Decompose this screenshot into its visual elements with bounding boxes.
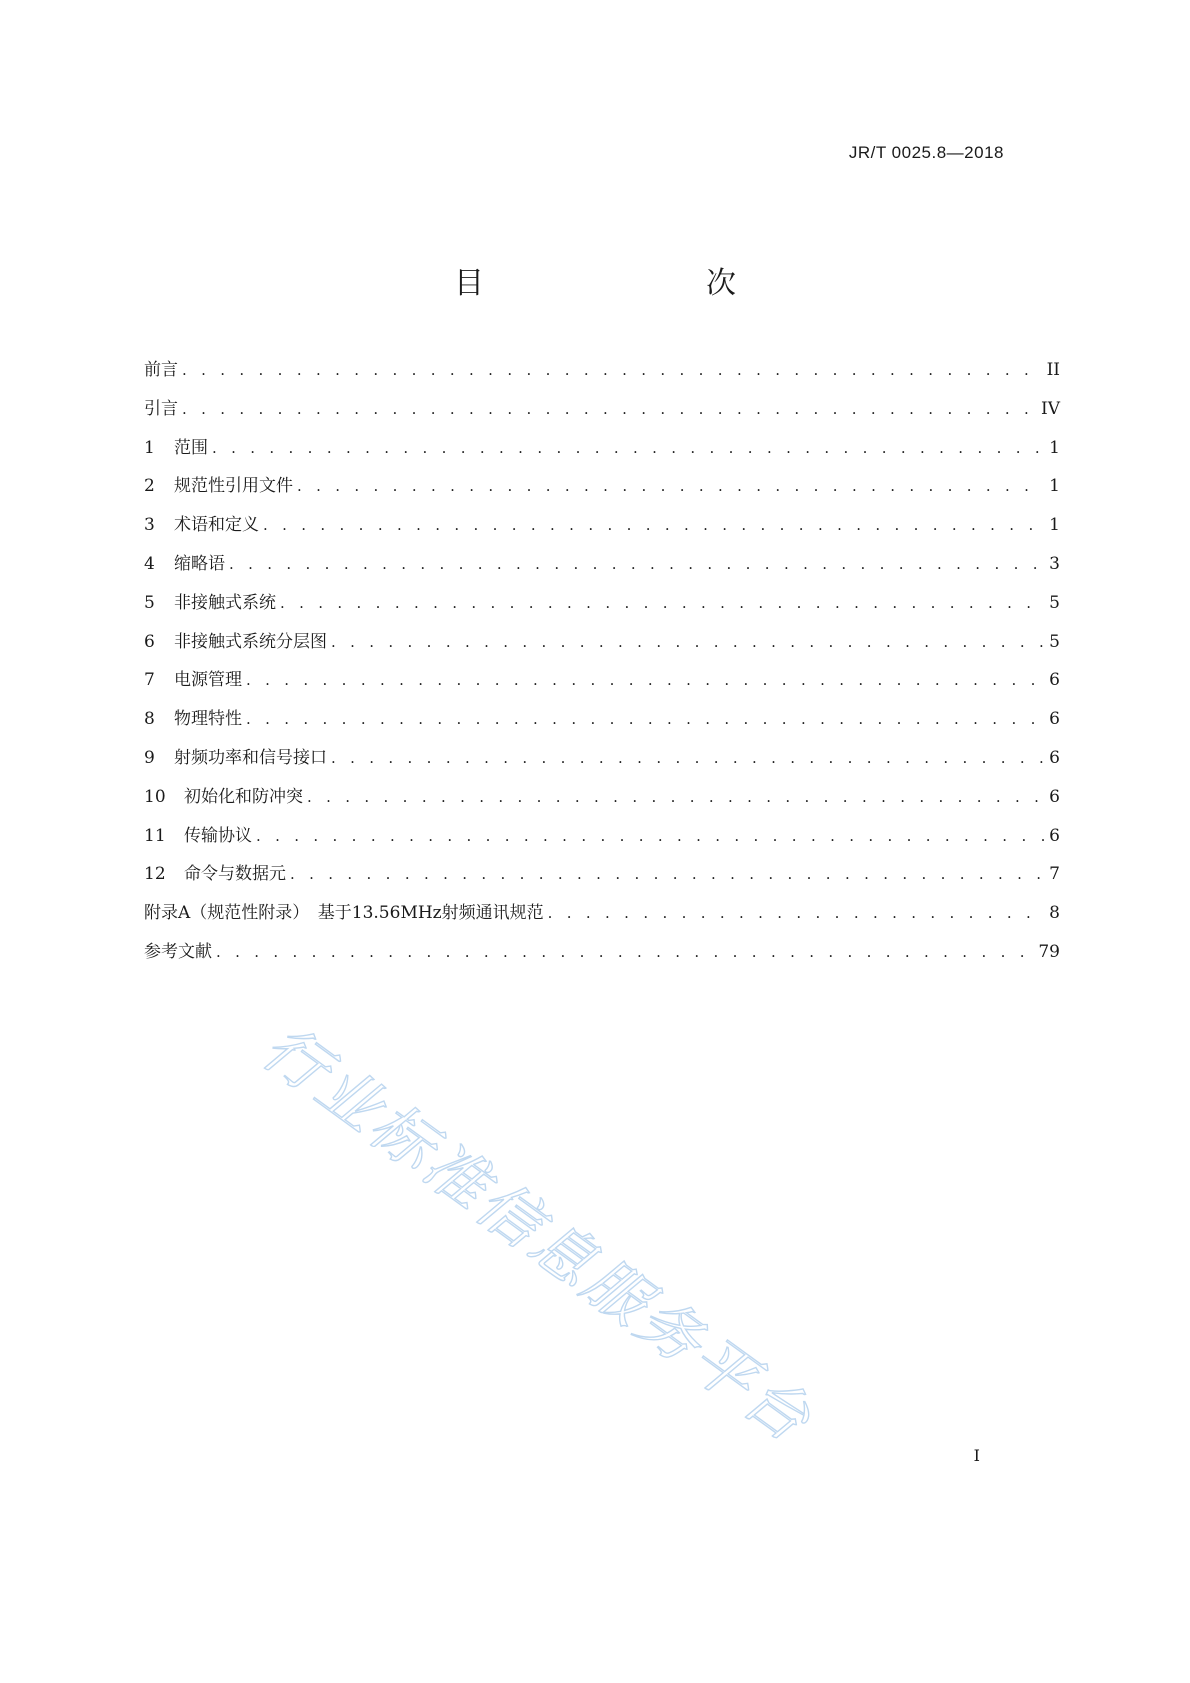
toc-entry[interactable] bbox=[144, 471, 1060, 510]
toc-entry[interactable] bbox=[144, 859, 1060, 898]
toc-entry[interactable] bbox=[144, 433, 1060, 472]
toc-leader-dots bbox=[331, 749, 1044, 767]
toc-entry[interactable] bbox=[144, 704, 1060, 743]
toc-entry-number: 2 bbox=[144, 476, 155, 497]
toc-entry-label: 引言 bbox=[144, 398, 178, 419]
toc-entry-label: 术语和定义 bbox=[174, 515, 259, 536]
toc-entry[interactable] bbox=[144, 782, 1060, 821]
toc-entry[interactable] bbox=[144, 588, 1060, 627]
toc-entry-label: 缩略语 bbox=[174, 553, 225, 574]
toc-entry-page: 7 bbox=[1049, 864, 1060, 885]
toc-leader-dots bbox=[331, 633, 1044, 651]
toc-entry-label: 前言 bbox=[144, 360, 178, 380]
toc-entry-label: 传输协议 bbox=[184, 825, 252, 846]
toc-entry-number: 11 bbox=[144, 825, 166, 846]
toc-entry-label: 非接触式系统 bbox=[174, 592, 276, 613]
toc-entry-number: 9 bbox=[144, 747, 155, 768]
toc-entry-page: IV bbox=[1041, 398, 1060, 419]
page-title: 目 次 bbox=[454, 266, 790, 301]
toc-entry-page: 6 bbox=[1049, 825, 1060, 846]
footer-page-number: I bbox=[973, 1446, 980, 1465]
toc-entry-number: 10 bbox=[144, 786, 166, 807]
toc-entry-label: 参考文献 bbox=[144, 941, 212, 962]
toc-entry-number: 12 bbox=[144, 864, 166, 885]
toc-entry-number: 5 bbox=[144, 592, 155, 613]
toc-entry[interactable] bbox=[144, 394, 1060, 433]
toc-entry-label: 非接触式系统分层图 bbox=[174, 631, 327, 652]
toc-leader-dots bbox=[182, 400, 1037, 418]
toc-leader-dots bbox=[263, 516, 1044, 534]
toc-entry-page: 8 bbox=[1049, 903, 1060, 924]
toc-entry[interactable] bbox=[144, 937, 1060, 976]
table-of-contents bbox=[144, 355, 1060, 976]
toc-entry-label: 电源管理 bbox=[174, 670, 242, 691]
toc-entry-page: 1 bbox=[1049, 515, 1060, 536]
toc-entry-number: 3 bbox=[144, 515, 155, 536]
toc-entry[interactable] bbox=[144, 821, 1060, 860]
toc-leader-dots bbox=[548, 904, 1044, 922]
toc-entry-label: 射频功率和信号接口 bbox=[174, 747, 327, 768]
toc-entry[interactable] bbox=[144, 665, 1060, 704]
toc-entry-label: 范围 bbox=[174, 437, 208, 458]
toc-leader-dots bbox=[246, 671, 1044, 689]
toc-entry[interactable] bbox=[144, 549, 1060, 588]
toc-entry-label: 附录A（规范性附录） 基于13.56MHz射频通讯规范 bbox=[144, 903, 544, 924]
toc-leader-dots bbox=[297, 477, 1044, 495]
toc-leader-dots bbox=[229, 555, 1044, 573]
toc-entry-page: 1 bbox=[1049, 437, 1060, 458]
toc-leader-dots bbox=[280, 594, 1044, 612]
toc-entry-page: 1 bbox=[1049, 476, 1060, 497]
toc-entry-label: 物理特性 bbox=[174, 709, 242, 730]
toc-entry-page: II bbox=[1046, 360, 1060, 380]
toc-entry-label: 初始化和防冲突 bbox=[184, 786, 303, 807]
toc-leader-dots bbox=[182, 361, 1043, 379]
toc-entry-label: 命令与数据元 bbox=[184, 864, 286, 885]
toc-entry-number: 7 bbox=[144, 670, 155, 691]
toc-entry[interactable] bbox=[144, 898, 1060, 937]
toc-entry-page: 6 bbox=[1049, 786, 1060, 807]
toc-entry-number: 4 bbox=[144, 553, 155, 574]
toc-entry[interactable] bbox=[144, 743, 1060, 782]
toc-entry-number: 6 bbox=[144, 631, 155, 652]
toc-entry-page: 79 bbox=[1038, 941, 1060, 962]
standard-code: JR/T 0025.8—2018 bbox=[848, 143, 1004, 162]
toc-leader-dots bbox=[256, 827, 1044, 845]
toc-entry-label: 规范性引用文件 bbox=[174, 476, 293, 497]
toc-leader-dots bbox=[216, 943, 1034, 961]
toc-entry[interactable] bbox=[144, 627, 1060, 666]
toc-entry-page: 3 bbox=[1049, 553, 1060, 574]
toc-leader-dots bbox=[290, 865, 1044, 883]
toc-entry-page: 6 bbox=[1049, 709, 1060, 730]
toc-entry-number: 1 bbox=[144, 437, 155, 458]
toc-entry-number: 8 bbox=[144, 709, 155, 730]
toc-entry-page: 5 bbox=[1049, 592, 1060, 613]
toc-entry-page: 6 bbox=[1049, 670, 1060, 691]
toc-leader-dots bbox=[212, 439, 1044, 457]
toc-leader-dots bbox=[307, 788, 1044, 806]
toc-entry[interactable] bbox=[144, 510, 1060, 549]
toc-entry-page: 5 bbox=[1049, 631, 1060, 652]
toc-entry-page: 6 bbox=[1049, 747, 1060, 768]
toc-entry[interactable] bbox=[144, 355, 1060, 394]
toc-leader-dots bbox=[246, 710, 1044, 728]
watermark: 行业标准信息服务平台 bbox=[249, 1010, 827, 1458]
